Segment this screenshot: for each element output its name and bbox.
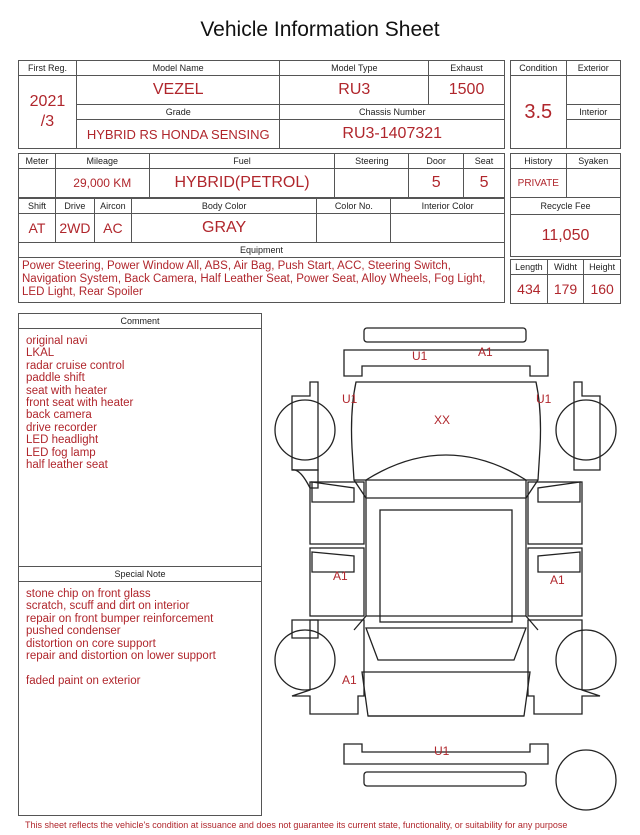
note-item: faded paint on exterior	[26, 674, 141, 687]
comment-item: front seat with heater	[26, 397, 134, 410]
aircon-label: Aircon	[94, 199, 131, 214]
grade-label: Grade	[76, 105, 280, 120]
front-bumper	[344, 350, 548, 376]
comment-item: half leather seat	[26, 459, 108, 472]
height-label: Height	[584, 260, 621, 275]
front-bumper-top	[364, 328, 526, 342]
recycle-fee-value: 11,050	[511, 215, 621, 257]
recycle-fee-label: Recycle Fee	[511, 198, 621, 215]
model-info-table	[18, 60, 505, 149]
condition-label: Condition	[511, 61, 567, 76]
history-value: PRIVATE	[511, 169, 567, 198]
car-damage-diagram	[270, 320, 622, 815]
model-type-label: Model Type	[280, 61, 429, 76]
right-rear-window	[538, 552, 580, 572]
interior-color-value	[391, 214, 505, 243]
first-reg-year: 2021	[29, 93, 66, 110]
comment-header: Comment	[19, 314, 261, 329]
model-type-value: RU3	[280, 76, 429, 105]
interior-color-label: Interior Color	[391, 199, 505, 214]
wheel-rear-right	[556, 630, 616, 690]
length-value: 434	[511, 275, 548, 304]
left-rear-quarter-upper	[292, 620, 318, 638]
damage-left-rear-door: A1	[333, 569, 348, 583]
left-front-fender-arch	[292, 470, 318, 488]
fuel-label: Fuel	[149, 154, 335, 169]
comment-item: LED headlight	[26, 434, 99, 447]
right-rear-quarter	[528, 620, 600, 714]
trunk-lid	[362, 672, 530, 716]
drive-value: 2WD	[55, 214, 94, 243]
meter-value	[19, 169, 56, 198]
right-front-door	[528, 482, 582, 544]
exterior-value	[566, 76, 620, 105]
comment-item: paddle shift	[26, 372, 85, 385]
hood	[352, 382, 541, 480]
body-color-value: GRAY	[131, 214, 317, 243]
damage-rear-bumper: U1	[434, 744, 450, 758]
comment-item: back camera	[26, 409, 92, 422]
special-note-box	[18, 566, 262, 816]
grade-value: HYBRID RS HONDA SENSING	[76, 120, 280, 149]
model-name-value: VEZEL	[76, 76, 280, 105]
damage-left-rear-quarter: A1	[342, 673, 357, 687]
page-title: Vehicle Information Sheet	[200, 18, 440, 41]
special-note-list	[19, 582, 261, 687]
dimensions-table	[510, 259, 621, 304]
condition-value: 3.5	[511, 76, 567, 149]
door-value: 5	[409, 169, 464, 198]
chassis-label: Chassis Number	[280, 105, 505, 120]
interior-label: Interior	[566, 105, 620, 120]
color-no-label: Color No.	[317, 199, 391, 214]
damage-hood: XX	[434, 413, 451, 427]
interior-value	[566, 120, 620, 149]
steering-label: Steering	[335, 154, 409, 169]
right-front-window	[538, 482, 580, 502]
door-label: Door	[409, 154, 464, 169]
note-item: distortion on core support	[26, 637, 156, 650]
special-note-header: Special Note	[19, 567, 261, 582]
comment-list	[19, 329, 261, 471]
rear-bumper-bottom	[364, 772, 526, 786]
height-value: 160	[584, 275, 621, 304]
width-label: Widht	[547, 260, 584, 275]
damage-front-left-fender: U1	[342, 392, 358, 406]
spec-table	[18, 153, 505, 198]
length-label: Length	[511, 260, 548, 275]
note-item: repair and distortion on lower support	[26, 650, 216, 663]
disclaimer-footer: This sheet reflects the vehicle's condition at issuance and does not guarantee its current state, functionality, or suitability for any purpose	[25, 820, 568, 830]
note-item: pushed condenser	[26, 625, 121, 638]
comment-item: LED fog lamp	[26, 446, 96, 459]
exhaust-value: 1500	[429, 76, 505, 105]
left-front-fender	[292, 382, 318, 470]
note-item	[26, 662, 261, 674]
seat-value: 5	[464, 169, 505, 198]
history-table	[510, 153, 621, 257]
damage-right-rear-door: A1	[550, 573, 565, 587]
comment-box	[18, 313, 262, 567]
shift-value: AT	[19, 214, 56, 243]
syaken-value	[566, 169, 620, 198]
equipment-value: Power Steering, Power Window All, ABS, Air Bag, Push Start, ACC, Steering Switch, Navigation System, Back Camera, Half Leather Seat, Power Seat, Alloy Wheels, Fog Light, LED Light, Rear Spoiler	[19, 258, 505, 303]
model-name-label: Model Name	[76, 61, 280, 76]
note-item: repair on front bumper reinforcement	[26, 612, 214, 625]
comment-item: original navi	[26, 335, 88, 347]
exhaust-label: Exhaust	[429, 61, 505, 76]
left-rear-quarter	[292, 620, 364, 714]
left-front-door	[310, 482, 364, 544]
history-label: History	[511, 154, 567, 169]
right-front-fender	[574, 382, 600, 470]
comment-item: radar cruise control	[26, 359, 125, 372]
shift-label: Shift	[19, 199, 56, 214]
comment-item: drive recorder	[26, 421, 97, 434]
rear-window	[366, 628, 526, 660]
width-value: 179	[547, 275, 584, 304]
note-item: scratch, scuff and dirt on interior	[26, 600, 190, 613]
condition-table	[510, 60, 621, 149]
windshield	[366, 455, 526, 498]
first-reg-value	[19, 76, 77, 149]
aircon-value: AC	[94, 214, 131, 243]
wheel-front-left	[275, 400, 335, 460]
drivetrain-table	[18, 198, 505, 303]
spare-wheel	[556, 750, 616, 810]
wheel-rear-left	[275, 630, 335, 690]
steering-value	[335, 169, 409, 198]
first-reg-label: First Reg.	[19, 61, 77, 76]
mileage-value: 29,000 KM	[55, 169, 149, 198]
exterior-label: Exterior	[566, 61, 620, 76]
syaken-label: Syaken	[566, 154, 620, 169]
damage-front-bumper-a1: A1	[478, 345, 493, 359]
meter-label: Meter	[19, 154, 56, 169]
color-no-value	[317, 214, 391, 243]
first-reg-month: /3	[40, 113, 55, 130]
seat-label: Seat	[464, 154, 505, 169]
chassis-value: RU3-1407321	[280, 120, 505, 149]
roof	[380, 510, 512, 622]
comment-item: LKAL	[26, 347, 55, 360]
damage-front-right-fender: U1	[536, 392, 552, 406]
comment-item: seat with heater	[26, 384, 108, 397]
drive-label: Drive	[55, 199, 94, 214]
fuel-value: HYBRID(PETROL)	[149, 169, 335, 198]
note-item: stone chip on front glass	[26, 588, 151, 600]
mileage-label: Mileage	[55, 154, 149, 169]
equipment-label: Equipment	[19, 243, 505, 258]
wheel-front-right	[556, 400, 616, 460]
body-color-label: Body Color	[131, 199, 317, 214]
damage-front-bumper-u1: U1	[412, 349, 428, 363]
